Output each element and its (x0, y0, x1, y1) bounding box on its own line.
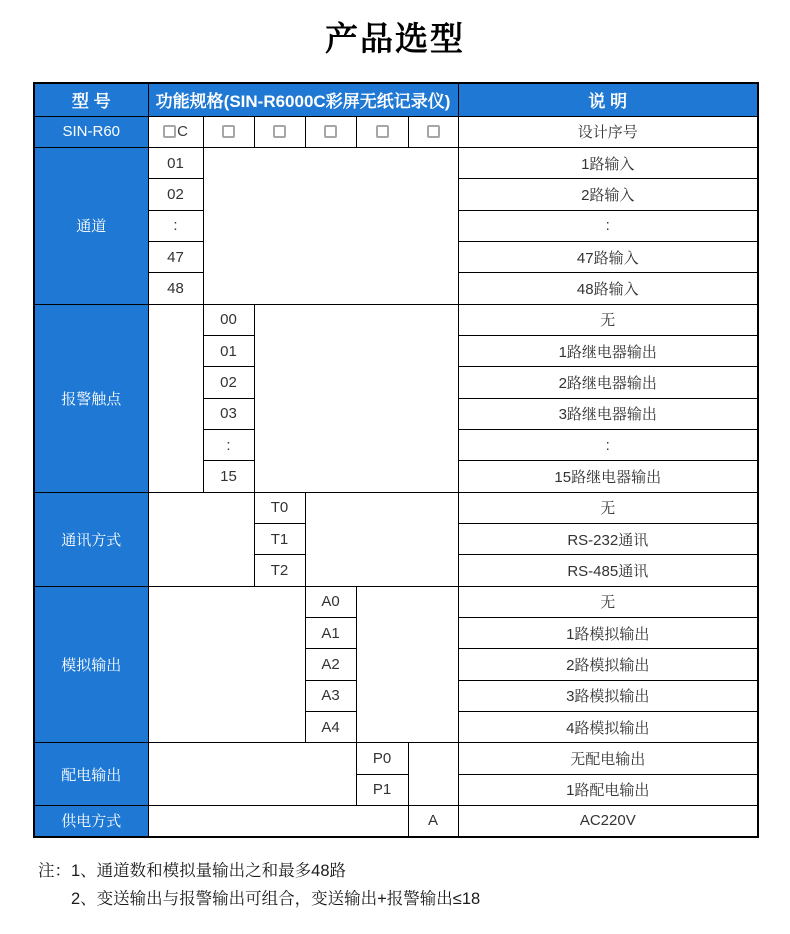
blank-cell (203, 147, 458, 304)
section-label-channels: 通道 (34, 147, 148, 304)
desc-cell: 无配电输出 (458, 743, 758, 774)
code-cell: 00 (203, 304, 254, 335)
footnote-line-1: 1、通道数和模拟量输出之和最多48路 (71, 861, 347, 880)
table-row (34, 147, 758, 178)
desc-cell: 2路继电器输出 (458, 367, 758, 398)
section-label-distribution-output: 配电输出 (34, 743, 148, 806)
code-cell: A0 (305, 586, 356, 617)
blank-cell (148, 586, 305, 743)
spec-placeholder-3 (254, 116, 305, 147)
col-header-spec: 功能规格(SIN-R6000C彩屏无纸记录仪) (148, 83, 458, 116)
blank-cell (356, 586, 458, 743)
table-row (34, 586, 758, 617)
desc-cell: 无 (458, 586, 758, 617)
desc-cell: RS-232通讯 (458, 523, 758, 554)
blank-cell (148, 492, 254, 586)
code-cell: P0 (356, 743, 408, 774)
code-cell: 03 (203, 398, 254, 429)
model-name-cell: SIN-R60 (34, 116, 148, 147)
checkbox-icon (163, 125, 176, 138)
section-label-alarm-contacts: 报警触点 (34, 304, 148, 492)
footnotes (38, 857, 790, 913)
desc-cell: 1路输入 (458, 147, 758, 178)
code-cell: A (408, 806, 458, 837)
model-row (34, 116, 758, 147)
code-cell: T0 (254, 492, 305, 523)
code-cell: A4 (305, 712, 356, 743)
checkbox-icon (324, 125, 337, 138)
desc-cell: 48路输入 (458, 273, 758, 304)
col-header-model: 型 号 (34, 83, 148, 116)
product-selection-table (33, 82, 759, 838)
code-cell: 47 (148, 241, 203, 272)
blank-cell (305, 492, 458, 586)
desc-cell: 3路模拟输出 (458, 680, 758, 711)
table-header-row (34, 83, 758, 116)
checkbox-icon (222, 125, 235, 138)
footnote-line-2: 2、变送输出与报警输出可组合，变送输出+报警输出≤18 (71, 889, 481, 908)
blank-cell (148, 304, 203, 492)
blank-cell (408, 743, 458, 806)
table-row (34, 806, 758, 837)
placeholder-suffix: C (177, 123, 188, 141)
desc-cell: : (458, 429, 758, 460)
spec-placeholder-2 (203, 116, 254, 147)
checkbox-icon (376, 125, 389, 138)
model-row-desc: 设计序号 (458, 116, 758, 147)
desc-cell: 4路模拟输出 (458, 712, 758, 743)
blank-cell (254, 304, 458, 492)
desc-cell: 无 (458, 304, 758, 335)
code-cell: T2 (254, 555, 305, 586)
code-cell: : (203, 429, 254, 460)
desc-cell: 15路继电器输出 (458, 461, 758, 492)
section-label-communication: 通讯方式 (34, 492, 148, 586)
table-row (34, 304, 758, 335)
blank-cell (148, 806, 408, 837)
section-label-analog-output: 模拟输出 (34, 586, 148, 743)
code-cell: T1 (254, 523, 305, 554)
code-cell: A3 (305, 680, 356, 711)
code-cell: 02 (203, 367, 254, 398)
spec-placeholder-6 (408, 116, 458, 147)
code-cell: 01 (203, 335, 254, 366)
desc-cell: 2路输入 (458, 179, 758, 210)
blank-cell (148, 743, 356, 806)
page-title: 产品选型 (325, 20, 465, 57)
table-row (34, 743, 758, 774)
footnote-label: 注： (38, 861, 71, 880)
desc-cell: AC220V (458, 806, 758, 837)
spec-placeholder-5 (356, 116, 408, 147)
code-cell: A1 (305, 618, 356, 649)
code-cell: P1 (356, 774, 408, 805)
desc-cell: 1路配电输出 (458, 774, 758, 805)
spec-placeholder-1 (148, 116, 203, 147)
desc-cell: 1路继电器输出 (458, 335, 758, 366)
desc-cell: 无 (458, 492, 758, 523)
desc-cell: RS-485通讯 (458, 555, 758, 586)
desc-cell: 1路模拟输出 (458, 618, 758, 649)
checkbox-icon (273, 125, 286, 138)
checkbox-icon (427, 125, 440, 138)
code-cell: 15 (203, 461, 254, 492)
code-cell: 48 (148, 273, 203, 304)
code-cell: : (148, 210, 203, 241)
code-cell: A2 (305, 649, 356, 680)
desc-cell: 3路继电器输出 (458, 398, 758, 429)
code-cell: 01 (148, 147, 203, 178)
desc-cell: : (458, 210, 758, 241)
table-row (34, 492, 758, 523)
section-label-power-supply: 供电方式 (34, 806, 148, 837)
code-cell: 02 (148, 179, 203, 210)
desc-cell: 2路模拟输出 (458, 649, 758, 680)
desc-cell: 47路输入 (458, 241, 758, 272)
spec-placeholder-4 (305, 116, 356, 147)
col-header-desc: 说 明 (458, 83, 758, 116)
